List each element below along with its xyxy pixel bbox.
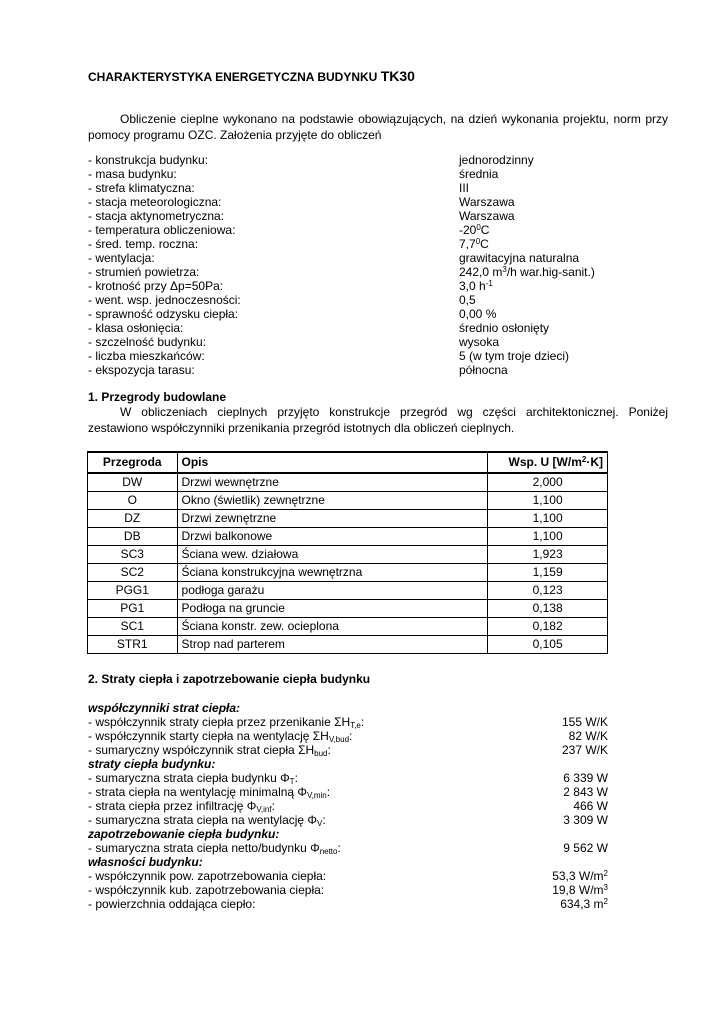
assumption-row [88, 153, 608, 167]
assumption-value: III [459, 181, 470, 195]
assumption-label: - ekspozycja tarasu: [88, 363, 195, 377]
table-header-row [88, 452, 608, 473]
summary-row [88, 785, 608, 799]
summary-label [88, 841, 341, 855]
assumption-value-main: 242,0 m [459, 265, 503, 279]
partition-code: PGG1 [88, 582, 178, 600]
partition-description: Drzwi balkonowe [177, 528, 488, 546]
summary-row [88, 743, 608, 757]
header-u-value [488, 452, 608, 473]
partition-u-value: 2,000 [488, 473, 608, 492]
summary-value [552, 883, 608, 897]
assumption-label: - stacja aktynometryczna: [88, 209, 225, 223]
assumption-value-sup: 0 [476, 223, 481, 232]
group-title: zapotrzebowanie ciepła budynku: [88, 827, 280, 841]
assumption-row [88, 293, 608, 307]
summary-value-sup: 3 [603, 883, 608, 892]
summary-label [88, 785, 330, 799]
summary-label-text: - sumaryczna strata ciepła budynku Φ [88, 771, 290, 785]
partition-u-value: 1,923 [488, 546, 608, 564]
partition-u-value: 0,105 [488, 636, 608, 654]
summary-label-text: - powierzchnia oddająca ciepło: [88, 897, 256, 911]
summary-value: 2 843 W [563, 785, 608, 799]
assumptions-list [88, 153, 608, 377]
section-1-text [88, 404, 668, 436]
section-1-heading: 1. Przegrody budowlane [88, 390, 227, 404]
partition-description: Ściana konstrukcyjna wewnętrzna [177, 564, 488, 582]
partition-u-value: 1,100 [488, 510, 608, 528]
table-row [88, 564, 608, 582]
assumption-row [88, 363, 608, 377]
summary-value: 155 W/K [561, 715, 608, 729]
assumption-value [459, 279, 493, 293]
partition-description: podłoga garażu [177, 582, 488, 600]
table-row [88, 510, 608, 528]
assumption-row [88, 237, 608, 251]
summary-row [88, 869, 608, 883]
assumption-row [88, 335, 608, 349]
assumption-label: - temperatura obliczeniowa: [88, 223, 236, 237]
assumption-value: Warszawa [459, 209, 515, 223]
summary-row [88, 799, 608, 813]
summary-value: 9 562 W [563, 841, 608, 855]
section-1-line-2: zestawiono współczynniki przenikania przegród istotnych dla obliczeń cieplnych. [88, 421, 515, 435]
assumption-value-unit: C [480, 237, 489, 251]
table-row [88, 600, 608, 618]
partition-description: Strop nad parterem [177, 636, 488, 654]
summary-row [88, 841, 608, 855]
summary-value-main: 19,8 W/m [552, 883, 604, 897]
summary-value-main: 634,3 m [560, 897, 604, 911]
partition-description: Drzwi zewnętrzne [177, 510, 488, 528]
assumption-row [88, 265, 608, 279]
summary-label-end: : [349, 729, 353, 743]
header-u-pre: Wsp. U [W/m [508, 455, 582, 469]
summary-label-sub: netto [319, 847, 338, 856]
assumption-value-main: 7,7 [459, 237, 476, 251]
summary-row [88, 897, 608, 911]
summary-label-sub: V,inf [256, 805, 272, 814]
assumption-value-sup: 3 [502, 265, 507, 274]
summary-value: 237 W/K [561, 743, 608, 757]
assumption-value [459, 265, 595, 279]
table-row [88, 618, 608, 636]
group-title: własności budynku: [88, 855, 203, 869]
assumption-label: - wentylacja: [88, 251, 155, 265]
summary-label-end: : [360, 715, 365, 729]
summary-row [88, 729, 608, 743]
summary-label [88, 869, 326, 883]
assumption-label: - masa budynku: [88, 167, 177, 181]
summary-label [88, 771, 298, 785]
assumption-row [88, 181, 608, 195]
summary-label-end: : [327, 743, 331, 757]
assumption-value: średnio osłonięty [459, 321, 550, 335]
summary-row [88, 813, 608, 827]
group-title: współczynniki strat ciepła: [88, 701, 241, 715]
summary-value: 82 W/K [568, 729, 608, 743]
summary-label-end: : [322, 813, 326, 827]
summary-label [88, 799, 275, 813]
summary-label-text: - sumaryczny współczynnik strat ciepła ΣH [88, 743, 315, 757]
assumption-value: wysoka [459, 335, 500, 349]
assumption-value-main: 3,0 h [459, 279, 486, 293]
summary-label-sub: T,e [350, 721, 361, 730]
header-partition: Przegroda [88, 452, 178, 473]
summary-value [560, 897, 608, 911]
assumption-label: - stacja meteorologiczna: [88, 195, 222, 209]
assumption-row [88, 251, 608, 265]
header-u-post: ·K] [586, 455, 603, 469]
header-description: Opis [177, 452, 488, 473]
assumption-value: jednorodzinny [459, 153, 534, 167]
summary-value: 466 W [573, 799, 608, 813]
assumption-label: - krotność przy Δp=50Pa: [88, 279, 224, 293]
assumption-label: - liczba mieszkańców: [88, 349, 205, 363]
intro-paragraph [88, 111, 668, 143]
summary-label [88, 897, 255, 911]
assumption-value: 5 (w tym troje dzieci) [459, 349, 570, 363]
summary-value-main: 53,3 W/m [552, 869, 604, 883]
summary-label-text: - sumaryczna strata ciepła na wentylację Φ [88, 813, 318, 827]
partition-u-value: 1,100 [488, 492, 608, 510]
title-main: CHARAKTERYSTYKA ENERGETYCZNA BUDYNKU [88, 70, 381, 84]
summary-label-end: : [337, 841, 341, 855]
summary-label-text: - współczynnik straty ciepła przez przenikanie ΣH [88, 715, 351, 729]
partition-code: O [88, 492, 178, 510]
summary-label [88, 743, 331, 757]
partition-description: Ściana wew. działowa [177, 546, 488, 564]
assumption-value: północna [459, 363, 508, 377]
summary-label-end: : [271, 799, 275, 813]
assumption-label: - strumień powietrza: [88, 265, 200, 279]
summary-row [88, 883, 608, 897]
partition-code: SC1 [88, 618, 178, 636]
summary-label [88, 715, 364, 729]
assumption-row [88, 307, 608, 321]
summary-label-sub: bud [314, 749, 328, 758]
partition-u-value: 0,182 [488, 618, 608, 636]
partition-code: DZ [88, 510, 178, 528]
summary-label-sub: T [289, 777, 295, 786]
assumption-row [88, 223, 608, 237]
summary-label-end: : [294, 771, 298, 785]
table-row [88, 528, 608, 546]
partition-code: DB [88, 528, 178, 546]
assumption-value-sup: 0 [475, 237, 481, 246]
assumption-label: - klasa osłonięcia: [88, 321, 184, 335]
section-1-line-1: W obliczeniach cieplnych przyjęto konstrukcje przegród wg części architektonicznej. Poniżej [120, 405, 668, 419]
assumption-row [88, 209, 608, 223]
assumption-row [88, 195, 608, 209]
assumption-row [88, 279, 608, 293]
assumption-label: - szczelność budynku: [88, 335, 207, 349]
partition-description: Podłoga na gruncie [177, 600, 488, 618]
assumption-value-sup: -1 [485, 279, 493, 288]
title-code: TK30 [380, 68, 415, 84]
u-coefficient-table [87, 451, 608, 654]
assumption-value: 0,00 % [459, 307, 497, 321]
assumption-value-main: -20 [459, 223, 477, 237]
assumption-value [459, 237, 489, 251]
header-u-sup: 2 [581, 455, 587, 464]
partition-description: Okno (świetlik) zewnętrzne [177, 492, 488, 510]
assumption-row [88, 167, 608, 181]
assumption-value: średnia [459, 167, 499, 181]
section-2-heading: 2. Straty ciepła i zapotrzebowanie ciepła budynku [88, 672, 371, 686]
partition-code: SC3 [88, 546, 178, 564]
assumption-label: - sprawność odzysku ciepła: [88, 307, 239, 321]
assumption-label: - śred. temp. roczna: [88, 237, 199, 251]
assumption-row [88, 321, 608, 335]
intro-line-1: Obliczenie cieplne wykonano na podstawie obowiązujących, na dzień wykonania projektu, norm przy [120, 112, 668, 126]
summary-label [88, 729, 352, 743]
summary-value-sup: 2 [603, 897, 608, 906]
partition-u-value: 0,138 [488, 600, 608, 618]
summary-label-text: - sumaryczna strata ciepła netto/budynku Φ [88, 841, 320, 855]
assumption-value: Warszawa [459, 195, 515, 209]
partition-description: Drzwi wewnętrzne [177, 473, 488, 492]
partition-code: PG1 [88, 600, 178, 618]
assumption-label: - konstrukcja budynku: [88, 153, 209, 167]
table-row [88, 546, 608, 564]
assumption-row [88, 349, 608, 363]
summary-value [552, 869, 608, 883]
summary-value-sup: 2 [603, 869, 608, 878]
summary-row [88, 715, 608, 729]
summary-row [88, 771, 608, 785]
summary-label-text: - współczynnik pow. zapotrzebowania ciepła: [88, 869, 327, 883]
summary-label-sub: V,min [307, 791, 327, 800]
group-title: straty ciepła budynku: [88, 757, 216, 771]
table-row [88, 636, 608, 654]
summary-label-text: - współczynnik kub. zapotrzebowania ciepła: [88, 883, 325, 897]
summary-label [88, 883, 324, 897]
summary-label-text: - strata ciepła na wentylację minimalną Φ [88, 785, 307, 799]
table-row [88, 473, 608, 492]
summary-label-sub: V,bud [328, 735, 350, 744]
summary-label [88, 813, 326, 827]
partition-description: Ściana konstr. zew. ocieplona [177, 618, 488, 636]
summary-value: 3 309 W [563, 813, 608, 827]
partition-u-value: 1,159 [488, 564, 608, 582]
partition-code: STR1 [88, 636, 178, 654]
partition-u-value: 1,100 [488, 528, 608, 546]
partition-u-value: 0,123 [488, 582, 608, 600]
assumption-value-unit: C [480, 223, 490, 237]
partition-code: SC2 [88, 564, 178, 582]
table-row [88, 492, 608, 510]
assumption-label: - strefa klimatyczna: [88, 181, 195, 195]
summary-label-end: : [326, 785, 331, 799]
partition-code: DW [88, 473, 178, 492]
assumption-label: - went. wsp. jednoczesności: [88, 293, 241, 307]
table-row [88, 582, 608, 600]
page-title [88, 68, 415, 84]
summary-label-text: - strata ciepła przez infiltrację Φ [88, 799, 257, 813]
intro-line-2: pomocy programu OZC. Założenia przyjęte do obliczeń [88, 128, 382, 142]
summary-value: 6 339 W [563, 771, 608, 785]
assumption-value [459, 223, 489, 237]
table-body [88, 473, 608, 654]
summary-label-sub: V [317, 819, 323, 828]
assumption-value: 0,5 [459, 293, 476, 307]
summary-label-text: - współczynnik starty ciepła na wentylację ΣH [88, 729, 329, 743]
heat-loss-summary [88, 701, 608, 911]
assumption-value-unit: /h war.hig-sanit.) [506, 265, 595, 279]
assumption-value: grawitacyjna naturalna [459, 251, 580, 265]
